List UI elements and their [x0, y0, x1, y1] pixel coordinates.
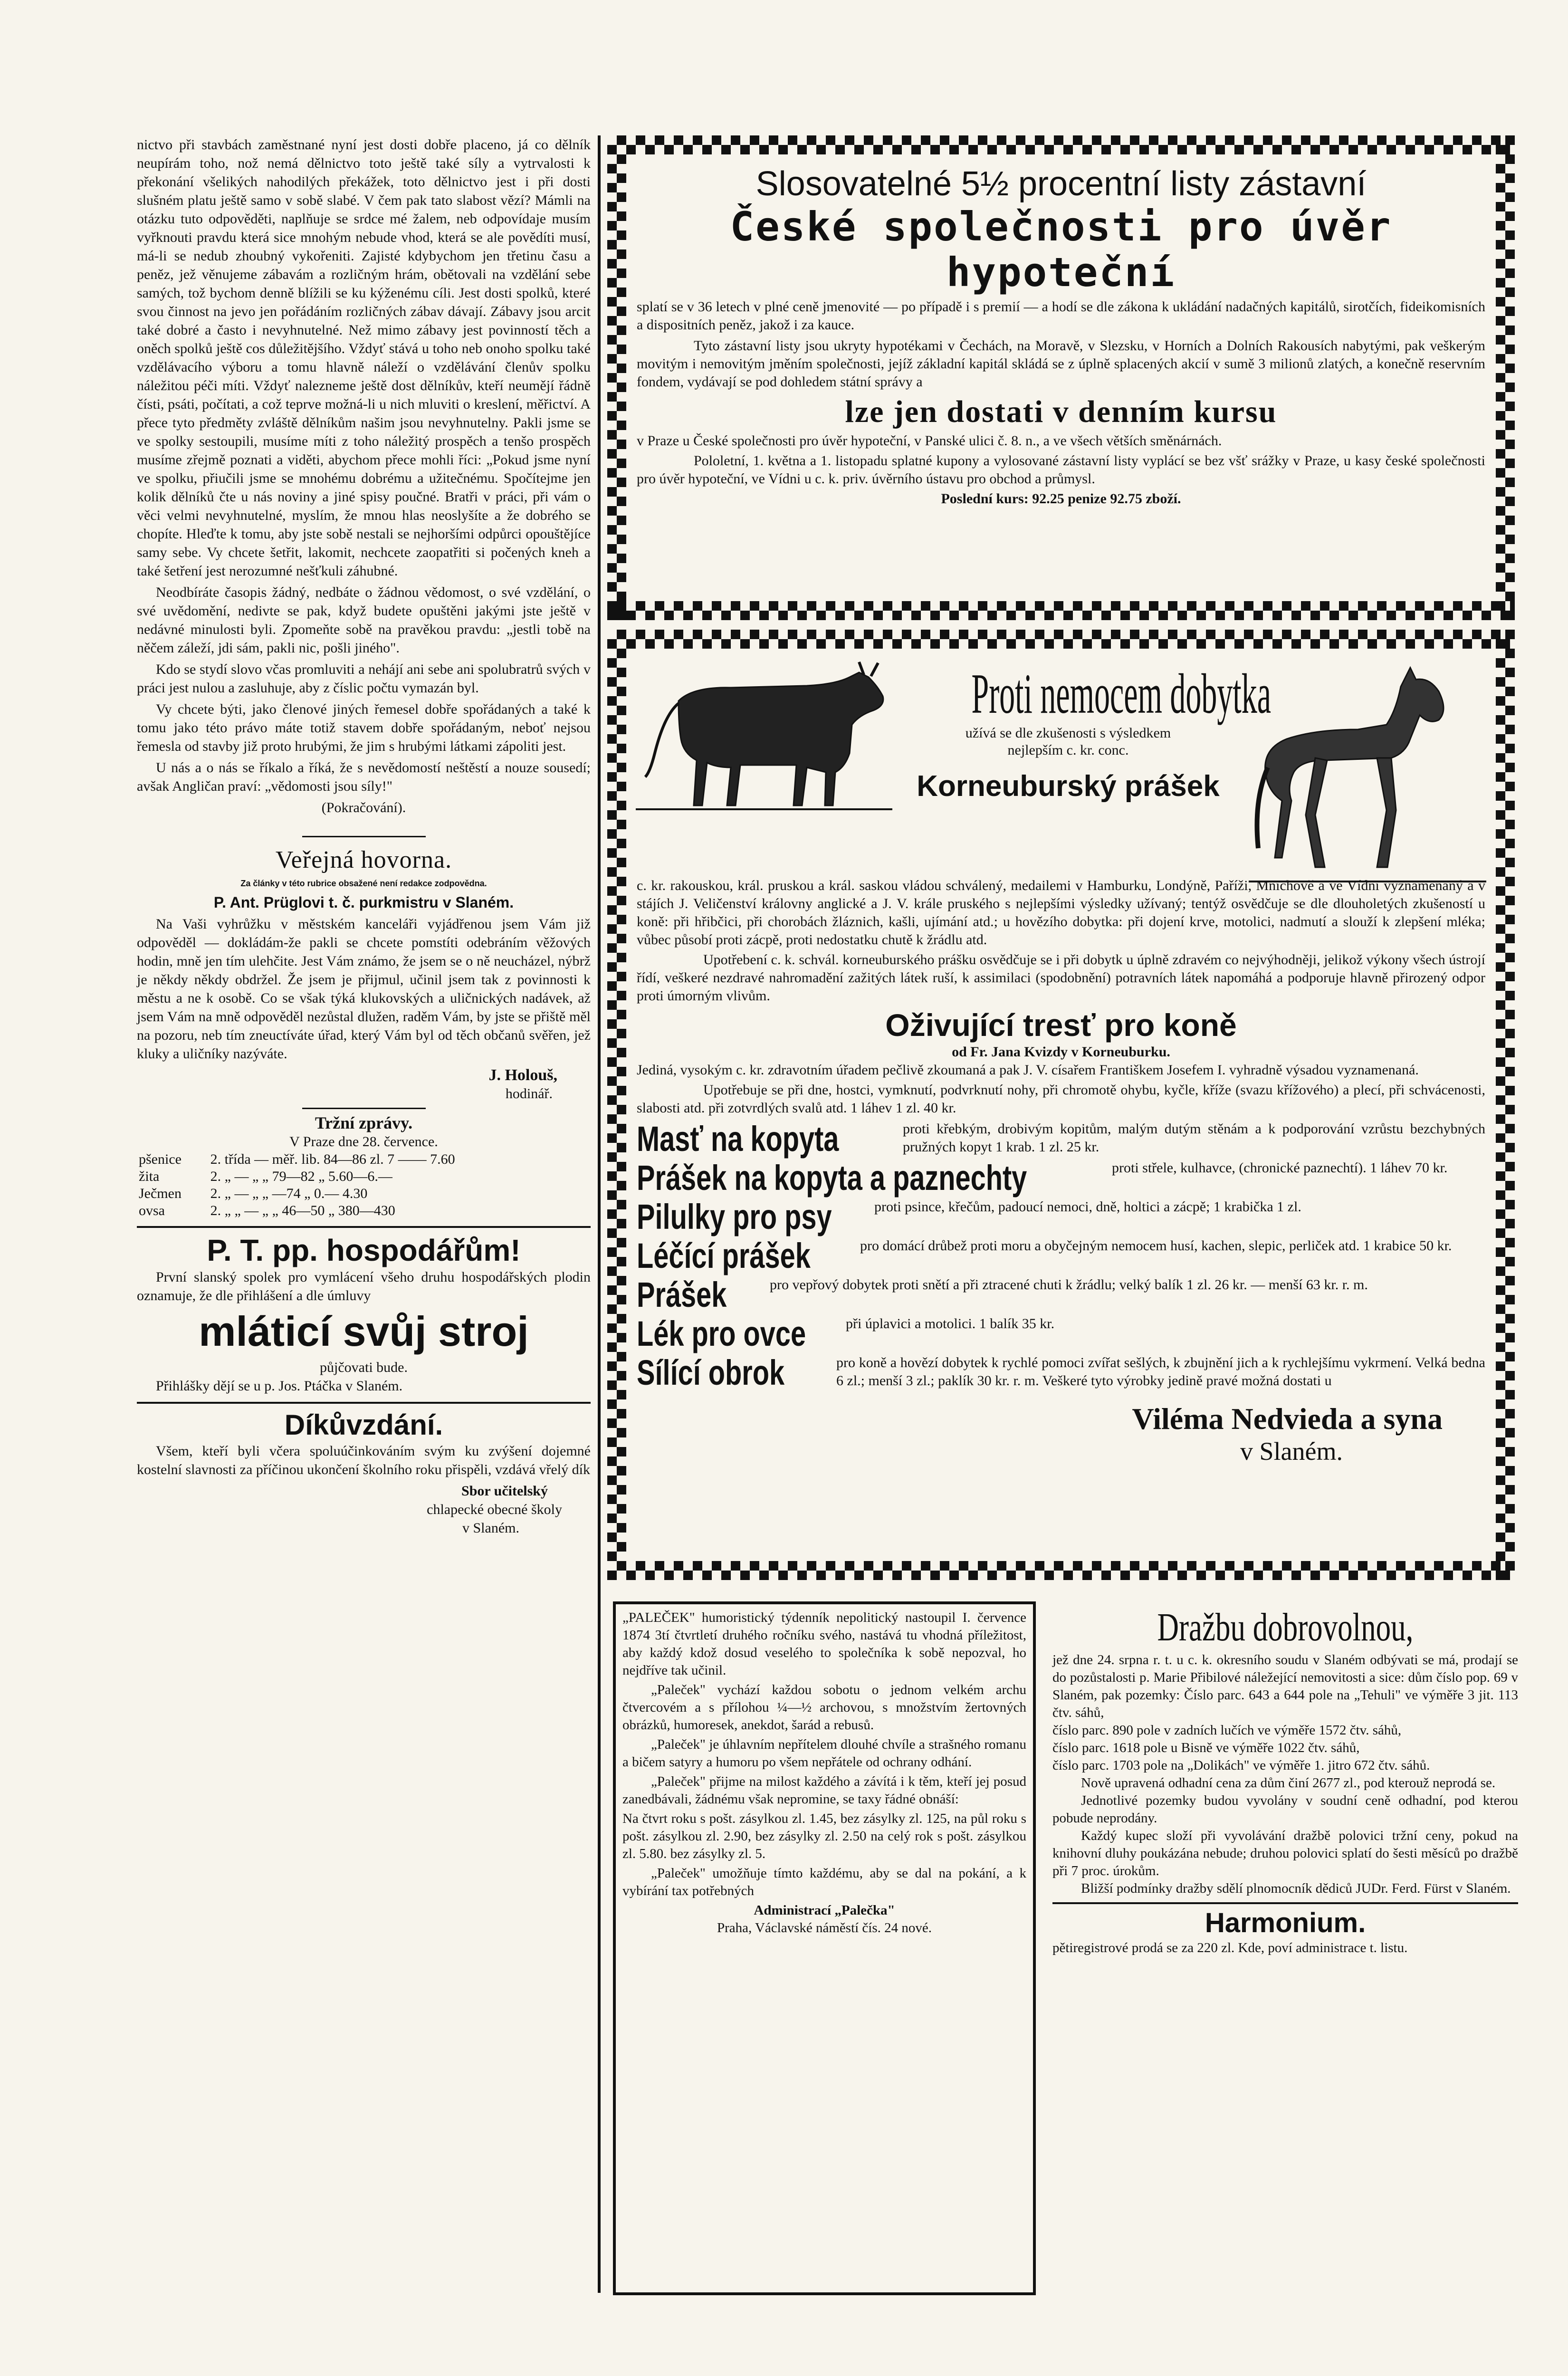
thanks-title: Díkůvzdání.	[284, 1409, 443, 1441]
pt-after: půjčovati bude.	[320, 1360, 408, 1375]
product-text: proti psince, křečům, padoucí nemoci, dně, holtici a zácpě; 1 krabička 1 zl.	[874, 1199, 1301, 1215]
hovorna-text: Na Vaši vyhrůžku v městském kanceláři vyjádřenou jsem Vám již odpověděl — dokládám-že pakli se chcete pomstíti odebráním věžových hodin, mně jen tím ulehčite. Jest Vám známo, že jsem se o ně neucházel, nýbrž je někdy někdy obdržel. Že jsem je přijmul, učinil jsem tak z povinnosti k městu a ne k osobě. Co se však týká klukovských a uličnických nadávek, až jsem Vám na mně odpověděl nezůstal dlužen, raděm Vám, by jste se přiště měl na pozoru, neb tím zneuctíváte úřad, který Vám byl od těch občanů svěřen, jež kluky a uličníky nazýváte.	[137, 916, 591, 1062]
divider	[302, 1108, 426, 1109]
hovorna-title: Veřejná hovorna.	[275, 846, 452, 873]
auction-paragraph: Nově upravená odhadní cena za dům činí 2677 zl., pod kterouž neprodá se.	[1081, 1775, 1496, 1791]
auction-notice	[1052, 1604, 1518, 1957]
auction-paragraph: číslo parc. 1703 pole na „Dolikách" ve výměře 1. jitro 672 čtv. sáhů.	[1052, 1758, 1430, 1773]
product-row	[637, 1354, 1485, 1396]
cattle-sub: nejlepším c. kr. conc.	[1007, 742, 1129, 758]
divider	[137, 1226, 591, 1228]
trest-text: Jediná, vysokým c. kr. zdravotním úřadem pečlivě zkoumaná a pak J. V. císařem Františkem Josefem I. vyhradně výsadou vyznamenaná.	[637, 1062, 1419, 1078]
article-paragraph: nictvo při stavbách zaměstnané nyní jest dosti dobře placeno, já co dělník neupírám toho, nož nemá dělnictvo toto ještě také síly a vytrvalosti k překonání všelikých nahodilých překážek, toto dělnictvo jest i při dosti slušném platu ještě samo v sobě slabé. V čem pak tato slabost vězí? Mámli na otázku tuto odpověděti, naplňuje se srdce mé žalem, neb odpovídaje musím vyřknouti pravdu která sice mnohým nebude vhod, která se ale povědíti musí, má-li se nedub zhoubný vykořeniti. Zajisté kdybychom jen třetinu času a peněz, jež věnujeme zábavám a rozličným hrám, obětovali na vzdělání sebe samých, tož bychom denně blížili se ku kýženému cíli. Jest dosti spolků, které svou činnost na jevo jen pořádáním rozličných zábav dávají. Zábavy jsou arcit také dobré a často i nevyhnutelné. Než mimo zábavy jest povinností těch a oněch spolků ještě cos důležitějšího. Vždyť stává u toho neb onoho spolku také vzdělávacího výboru a tomu hlavně náleží o vzdělávání členův spolku náležitou péči míti. Vždyť nalezneme ještě dost dělníkův, kteří neumějí řádně čísti, psáti, počítati, a což teprve možná-li u nich mluviti o kreslení, měřictví. A přece tyto předměty zvláště dělníkům našim jsou nevyhnutelny. Pakli jsme se ve spolky sestoupili, musíme míti z toho náležitý prospěch a tenšo prospěch musíme zřejmě poznati a viděti, abychom přece mohli říci: „Pokud jsme nyní ve spolku, přiučili jsme se mnohému dobrému a užitečnému. Spočítejme jen kolik dělníků čte u nás noviny a jiné spisy poučné. Bratři v práci, při vám o věci velmi nevyhnutelné, myslím, že mnou hlas neoslyšíte a že dobrého se chopíte. Hleďte k tomu, aby jste sobě nestali se nejhoršími odpůrci opouštějíce samy sebe. Vy chcete šetřit, lakomit, nechcete zaopatřiti si počených kneh a také šetření jest nerozumné nešťkuli záhubné.	[137, 137, 591, 579]
palecek-ad	[613, 1601, 1036, 2295]
thanks-text: Všem, kteří byli včera spoluúčinkováním svým ku zvýšení dojemné kostelní slavnosti za příčinou ukončení školního roku přispěli, vzdává vřelý dík	[137, 1443, 591, 1477]
pt-big: mláticí svůj stroj	[199, 1308, 529, 1355]
market-grain: Ječmen	[139, 1186, 182, 1201]
auction-paragraph: Bližší podmínky dražby sdělí plnomocník dědiců JUDr. Ferd. Fürst v Slaném.	[1081, 1881, 1511, 1896]
market-values: 2. „ „ — „ „ 46—50 „ 380—430	[210, 1203, 395, 1218]
checker-border	[607, 601, 1515, 620]
thanks-sign: v Slaném.	[462, 1520, 519, 1536]
hovorna-signature: J. Holouš,	[488, 1066, 557, 1084]
checker-border	[607, 630, 626, 1580]
pt-title: P. T. pp. hospodářům!	[207, 1233, 521, 1267]
palecek-paragraph: „Paleček" umožňuje tímto každému, aby se dal na pokání, a k vybírání tax potřebných	[622, 1866, 1026, 1898]
article-continued: (Pokračování).	[321, 800, 406, 815]
product-row	[637, 1276, 1485, 1315]
product-row	[637, 1159, 1485, 1198]
harmonium-text: pětiregistrové prodá se za 220 zl. Kde, poví administrace t. listu.	[1052, 1940, 1408, 1955]
hovorna-signature-role: hodinář.	[505, 1086, 553, 1102]
left-column	[137, 135, 591, 1537]
product-row	[637, 1315, 1485, 1354]
market-grain: pšenice	[139, 1151, 182, 1167]
auction-paragraph: číslo parc. 1618 pole u Bisně ve výměře 1022 čtv. sáhů,	[1052, 1740, 1360, 1755]
product-text: pro vepřový dobytek proti snětí a při ztracené chuti k žrádlu; velký balík 1 zl. 26 kr. — menší 63 kr. r. m.	[770, 1277, 1368, 1293]
horse-illustration	[1249, 658, 1486, 896]
cow-illustration	[636, 658, 892, 815]
market-values: 2. „ — „ „ 79—82 „ 5.60—6.—	[210, 1169, 392, 1184]
product-text: proti křebkým, drobivým kopitům, malým dutým stěnám a k podporování vzrůstu bezchybných pružných kopyt 1 krab. 1 zl. 25 kr.	[903, 1121, 1485, 1155]
cattle-product: Korneuburský prášek	[917, 770, 1220, 803]
bank-kurs: Poslední kurs: 92.25 penize 92.75 zboží.	[941, 491, 1181, 507]
bank-ad	[607, 135, 1515, 620]
market-subtitle: V Praze dne 28. července.	[289, 1134, 438, 1150]
palecek-paragraph: „Paleček" přijme na milost každého a závítá i k těm, kteří jej posud zanedbávali, žádnému však nepromine, se taxy řádné obnáší:	[622, 1774, 1026, 1807]
checker-border	[1496, 135, 1515, 620]
pt-text: První slanský spolek pro vymlácení všeho druhu hospodářských plodin oznamuje, že dle přihlášení a dle úmluvy	[137, 1269, 591, 1303]
bank-paragraph: v Praze u České společnosti pro úvěr hypoteční, v Panské ulici č. 8. n., a ve všech větších směnárnách.	[637, 433, 1222, 449]
bank-paragraph: Tyto zástavní listy jsou ukryty hypotékami v Čechách, na Moravě, v Slezsku, v Horních a Dolních Rakousích nabytými, pak veškerým movitým i nemovitým jměním společnosti, jejíž základní kapitál skládá se z úplně splacených akcií v sumě 3 milionů zlatých, a konečně reservním fondem, vydávají se pod dohledem státní správy a	[637, 338, 1485, 390]
market-grain: ovsa	[139, 1203, 165, 1218]
article-paragraph: Vy chcete býti, jako členové jiných řemesel dobře spořádaných a také k tomu jako této právo máte totiž stavem dobře spořádaným, neboť nejsou řemesla od stavby již proto hrubými, že jim s hrubými látkami zápoliti jest.	[137, 701, 591, 754]
vendor-city: v Slaném.	[1240, 1437, 1343, 1466]
auction-paragraph: číslo parc. 890 pole v zadních lučích ve výměře 1572 čtv. sáhů,	[1052, 1723, 1402, 1738]
product-name: Pilulky pro psy	[637, 1197, 832, 1236]
bank-paragraph: splatí se v 36 letech v plné ceně jmenovité — po případě i s premií — a hodí se dle zákona k ukládání nadačných kapitálů, sirotčích, fideikomisních a dispositních peněz, jakož i za kauce.	[637, 299, 1485, 333]
table-row	[137, 1185, 591, 1202]
trest-text: Upotřebuje se při dne, hostci, vymknutí, podvrknutí nohy, při chromotě ohybu, kyčle, kříže (svazu křížového) a plecí, při schvácenosti, slabosti atd. při zotvrdlých svalů atd. 1 láhev 1 zl. 40 kr.	[637, 1082, 1485, 1116]
checker-border	[607, 630, 1515, 649]
product-text: proti střele, kulhavce, (chronické paznechtí). 1 láhev 70 kr.	[1112, 1160, 1448, 1176]
checker-border	[607, 135, 1515, 154]
product-text: při úplavici a motolici. 1 balík 35 kr.	[846, 1316, 1055, 1332]
divider	[137, 1402, 591, 1404]
bank-big: lze jen dostati v denním kursu	[845, 394, 1277, 429]
palecek-paragraph: Na čtvrt roku s pošt. zásylkou zl. 1.45, bez zásylky zl. 125, na půl roku s pošt. zásylkou zl. 2.90, bez zásylky zl. 2.50 na celý rok s pošt. zásylkou zl. 5.80. bez zásylky zl. 5.	[622, 1811, 1026, 1861]
product-name: Masť na kopyta	[637, 1119, 839, 1159]
product-row	[637, 1237, 1485, 1276]
bank-title-1: Slosovatelné 5½ procentní listy zástavní	[755, 165, 1367, 203]
product-row	[637, 1120, 1485, 1159]
vendor-name: Viléma Nedvieda a syna	[1132, 1402, 1443, 1436]
hovorna-note: Za články v této rubrice obsažené není redakce zodpovědna.	[240, 879, 487, 888]
cattle-paragraph: c. kr. rakouskou, král. pruskou a král. saskou vládou schválený, medailemi v Hamburku, Londýně, Paříži, Mnichově a ve Vídni vyznamenaný a v stájích J. Veličenství královny anglické a J. V. krále pruského s nejlepšími výsledky užívaný; tentýž osvědčuje se dle dlouholetých zkušeností u koně: při hřibčici, při chorobách žláznich, kašli, ujímání atd.; u hovězího dobytka: při dojení krve, motolici, nadmutí a slouží k zlepšení mléka; vůbec působí proti zácpě, proti nedostatku chutě k žrádlu atd.	[637, 878, 1485, 948]
market-table	[137, 1151, 591, 1219]
product-text: pro koně a hovězí dobytek k rychlé pomoci zvířat sešlých, k zbujnění jich a k rychlejšímu vykrmení. Velká bedna 6 zl.; menší 3 zl.; paklík 30 kr. r. m. Veškeré tyto výrobky jedině pravé možná dostati u	[836, 1355, 1485, 1389]
article-paragraph: Kdo se stydí slovo včas promluviti a nehájí ani sebe ani spolubratrů svých v práci jest nulou a zasluhuje, aby z číslic počtu vymazán byl.	[137, 661, 591, 696]
auction-paragraph: Jednotlivé pozemky budou vyvolány v soudní ceně odhadní, pod kterou pobude neprodány.	[1052, 1793, 1518, 1826]
checker-border	[1496, 630, 1515, 1580]
auction-title: Dražbu dobrovolnou,	[1157, 1605, 1414, 1649]
product-row	[637, 1198, 1485, 1237]
market-values: 2. „ — „ „ —74 „ 0.— 4.30	[210, 1186, 368, 1201]
market-values: 2. třída — měř. lib. 84—86 zl. 7 —— 7.60	[210, 1151, 455, 1167]
pt-contact: Přihlášky dějí se u p. Jos. Ptáčka v Slaném.	[156, 1378, 403, 1394]
hovorna-addressee: P. Ant. Prüglovi t. č. purkmistru v Slaném.	[213, 894, 514, 911]
product-name: Léčící prášek	[637, 1236, 811, 1275]
cattle-paragraph: Upotřebení c. k. schvál. korneuburského prášku osvědčuje se i při dobytk u úplně zdravém co nejvýhodněji, jelikož výkony všech ústrojí řídí, veškeré nezdravé nahromadění zažitých látek ruší, k assimilaci (spodobnění) potravních látek napomáhá a podporuje hlavně přirozený odpor proti úmorným vlivům.	[637, 952, 1485, 1004]
thanks-sign: Sbor učitelský	[461, 1483, 548, 1499]
table-row	[137, 1168, 591, 1185]
thanks-sign: chlapecké obecné školy	[427, 1502, 562, 1517]
checker-border	[607, 135, 626, 620]
harmonium-title: Harmonium.	[1205, 1907, 1366, 1938]
product-text: pro domácí drůbež proti moru a obyčejným nemocem husí, kachen, slepic, perliček atd. 1 krabice 50 kr.	[860, 1238, 1452, 1254]
column-rule	[598, 135, 601, 2293]
auction-paragraph: jež dne 24. srpna r. t. u c. k. okresního soudu v Slaném odbývati se má, prodají se do pozůstalosti p. Marie Přibilové náležející nemovitosti a sice: dům číslo pop. 69 v Slaném, pak pozemky: Číslo parc. 643 a 644 pole na „Tehuli" ve výměře 3 jit. 113 čtv. sáhů,	[1052, 1652, 1518, 1720]
bank-title-2: České společnosti pro úvěr hypoteční	[730, 203, 1392, 296]
divider	[1052, 1902, 1518, 1904]
product-name: Prášek	[637, 1275, 727, 1314]
palecek-paragraph: „PALEČEK" humoristický týdenník nepolitický nastoupil I. července 1874 3tí čtvrtletí druhého ročníku svého, nastává tu vhodná příležitost, aby každý kdož dosud veselého to společníka k sobě nepozval, ho nejdříve tak učinil.	[622, 1610, 1026, 1678]
cattle-title: Proti nemocem dobytka	[971, 662, 1272, 725]
product-name: Lék pro ovce	[637, 1314, 806, 1353]
market-grain: žita	[139, 1169, 160, 1184]
product-name: Prášek na kopyta a paznechty	[637, 1158, 1027, 1198]
trest-from: od Fr. Jana Kvizdy v Korneuburku.	[952, 1044, 1170, 1060]
table-row	[137, 1202, 591, 1219]
article-paragraph: Neodbíráte časopis žádný, nedbáte o žádnou vědomost, o své vzdělání, o své uvědomění, nedivte se pak, když budete opuštěni jakými jste ještě v nedávné minulosti byli. Zpomeňte sobě na pravěkou pravdu: „jestli tobě na něčem záleží, jdi sám, pakli nic, pošli jiného".	[137, 584, 591, 656]
product-name: Sílící obrok	[637, 1353, 785, 1392]
trest-title: Oživující tresť pro koně	[885, 1007, 1237, 1043]
palecek-address: Praha, Václavské náměstí čís. 24 nové.	[717, 1920, 932, 1935]
auction-paragraph: Každý kupec složí při vyvolávání dražbě polovici tržní ceny, pokud na knihovní dluhy poukázána nebude; druhou polovici splatí do šesti měsíců po dražbě při 7 proc. úrokům.	[1052, 1828, 1518, 1878]
market-title: Tržní zprávy.	[315, 1113, 413, 1132]
palecek-paragraph: „Paleček" je úhlavním nepřítelem dlouhé chvíle a strašného romanu a bičem satyry a humoru po všem nepřátele od ochrany odhání.	[622, 1737, 1026, 1770]
article-paragraph: U nás a o nás se říkalo a říká, že s nevědomostí neštěstí a nouze sousedí; avšak Angličan praví: „vědomosti jsou síly!"	[137, 760, 591, 794]
cattle-ad	[607, 630, 1515, 1580]
checker-border	[607, 1561, 1515, 1580]
divider	[302, 836, 426, 837]
palecek-admin: Administrací „Palečka"	[754, 1903, 895, 1918]
bank-paragraph: Pololetní, 1. května a 1. listopadu splatné kupony a vylosované zástavní listy vyplácí se bez všť srážky v Praze, u kasy české společnosti pro úvěr hypoteční, ve Vídni u c. k. priv. úvěrního ústavu pro obchod a průmysl.	[637, 453, 1485, 487]
cattle-sub: užívá se dle zkušenosti s výsledkem	[965, 725, 1171, 741]
palecek-paragraph: „Paleček" vychází každou sobotu o jednom velkém archu čtvercovém a s přílohou ¼—½ archovou, s množstvím žertovných obrázků, humoresek, anekdot, šarád a rebusů.	[622, 1682, 1026, 1733]
table-row	[137, 1151, 591, 1168]
